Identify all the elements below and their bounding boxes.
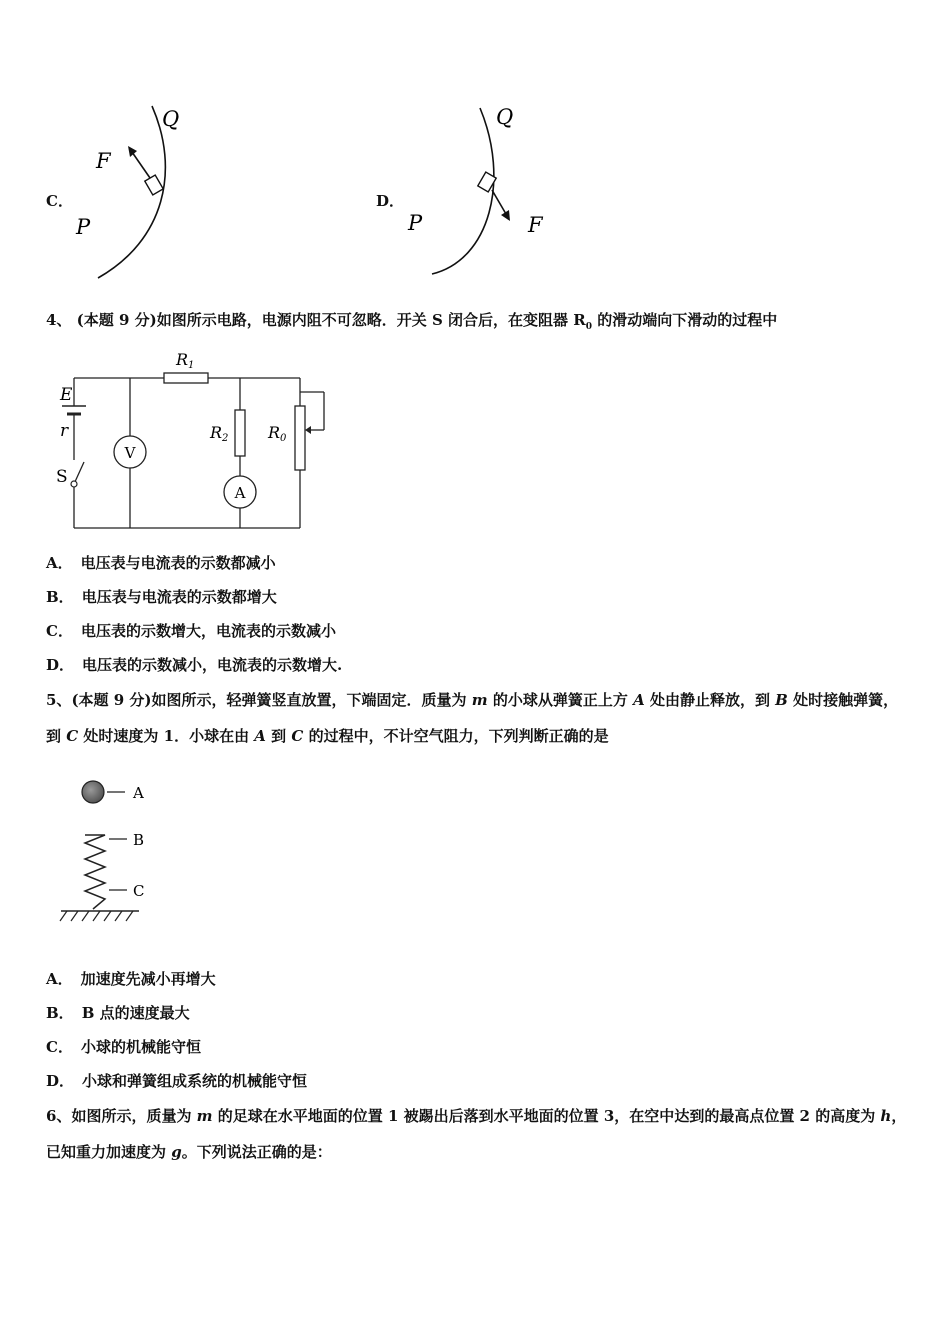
rheostat-r0 [295, 406, 305, 470]
label-p: P [76, 215, 91, 239]
label-q: Q [496, 105, 514, 129]
spring [85, 835, 105, 909]
curved-path [432, 108, 494, 274]
arrow-head [128, 146, 137, 157]
q5-option-d: D． 小球和弹簧组成系统的机械能守恒 [46, 1072, 308, 1090]
option-d-label: D． [376, 192, 405, 210]
resistor-r1 [164, 373, 208, 383]
q4-option-a: A． 电压表与电流表的示数都减小 [46, 554, 276, 572]
label-r0: R0 [268, 423, 287, 444]
option-c-label: C． [46, 192, 73, 210]
ammeter-label: A [234, 484, 246, 502]
q4-option-d: D． 电压表的示数减小，电流表的示数增大. [46, 656, 343, 674]
q4-option-c: C． 电压表的示数增大，电流表的示数减小 [46, 622, 336, 640]
label-r2: R2 [210, 423, 229, 444]
label-s: S [56, 467, 68, 487]
resistor-r2 [235, 410, 245, 456]
label-b: B [133, 831, 145, 849]
figure-option-c [40, 100, 200, 290]
label-r1: R1 [176, 350, 195, 371]
label-c: C [133, 882, 145, 900]
switch-pivot [71, 481, 77, 487]
spring-svg [55, 775, 165, 930]
figure-option-d [370, 100, 570, 290]
circuit-diagram [50, 340, 350, 540]
label-e: E [60, 385, 73, 405]
question-5-stem: 5、(本题 9 分)如图所示，轻弹簧竖直放置，下端固定．质量为 m 的小球从弹簧正上方 A 处由静止释放，到 B 处时接触弹簧，到 C 处时速度为 1．小球在由 A 到 C 的过程中，不计空气阻力，下列判断正确的是 [46, 691, 899, 745]
question-6-stem: 6、如图所示，质量为 m 的足球在水平地面的位置 1 被踢出后落到水平地面的位置 3，在空中达到的最高点位置 2 的高度为 h，已知重力加速度为 g。下列说法正确的是： [46, 1107, 907, 1161]
force-diagram-c [40, 100, 200, 290]
label-a: A [133, 784, 144, 802]
label-f: F [96, 149, 111, 173]
label-p: P [408, 211, 423, 235]
block [145, 175, 163, 195]
label-q: Q [162, 107, 180, 131]
q5-option-c: C． 小球的机械能守恒 [46, 1038, 201, 1056]
q5-option-b: B． B 点的速度最大 [46, 1004, 190, 1022]
switch-blade [74, 462, 84, 484]
force-diagram-d [370, 100, 570, 290]
circuit-svg [50, 340, 350, 540]
q5-option-a: A． 加速度先减小再增大 [46, 970, 216, 988]
force-arrow [492, 190, 506, 214]
force-arrow [132, 152, 150, 178]
spring-figure [55, 775, 165, 930]
slider-arrow [305, 426, 311, 434]
label-f: F [528, 213, 543, 237]
question-4-stem: 4、 (本题 9 分)如图所示电路，电源内阻不可忽略．开关 S 闭合后，在变阻器 $R_0$ 的滑动端向下滑动的过程中 [46, 311, 778, 332]
ground-hatch [60, 911, 133, 921]
voltmeter-label: V [124, 444, 136, 462]
q4-option-b: B． 电压表与电流表的示数都增大 [46, 588, 277, 606]
ball [82, 781, 104, 803]
label-r: r [60, 421, 69, 441]
